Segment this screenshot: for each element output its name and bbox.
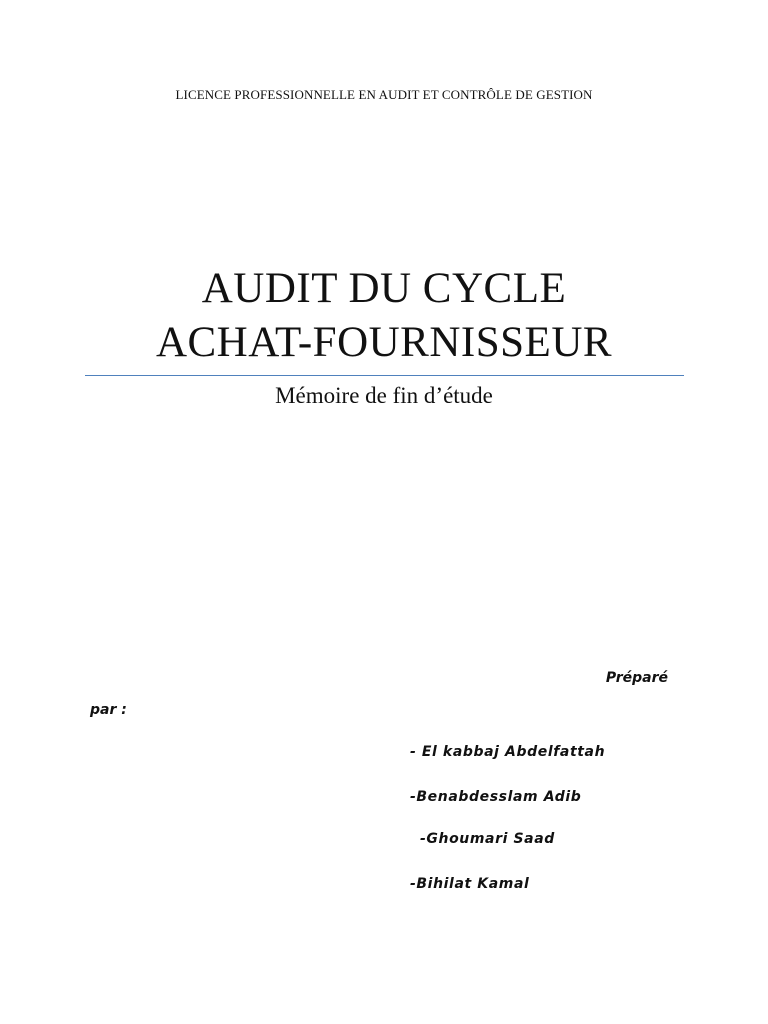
subtitle: Mémoire de fin d’étude [275,383,493,408]
title-block [0,262,768,370]
title-line-1: AUDIT DU CYCLE [201,265,567,312]
author-item: - El kabbaj Abdelfattah [410,744,606,760]
title-line-2: ACHAT-FOURNISSEUR [155,319,613,366]
prepared-label: Préparé [605,670,668,686]
title-divider [85,375,684,376]
author-item: -Bihilat Kamal [410,876,530,892]
par-label: par : [90,702,127,718]
author-item: -Ghoumari Saad [420,831,555,847]
author-item: -Benabdesslam Adib [410,789,582,805]
program-header: LICENCE PROFESSIONNELLE EN AUDIT ET CONTRÔLE DE GESTION [175,87,593,102]
